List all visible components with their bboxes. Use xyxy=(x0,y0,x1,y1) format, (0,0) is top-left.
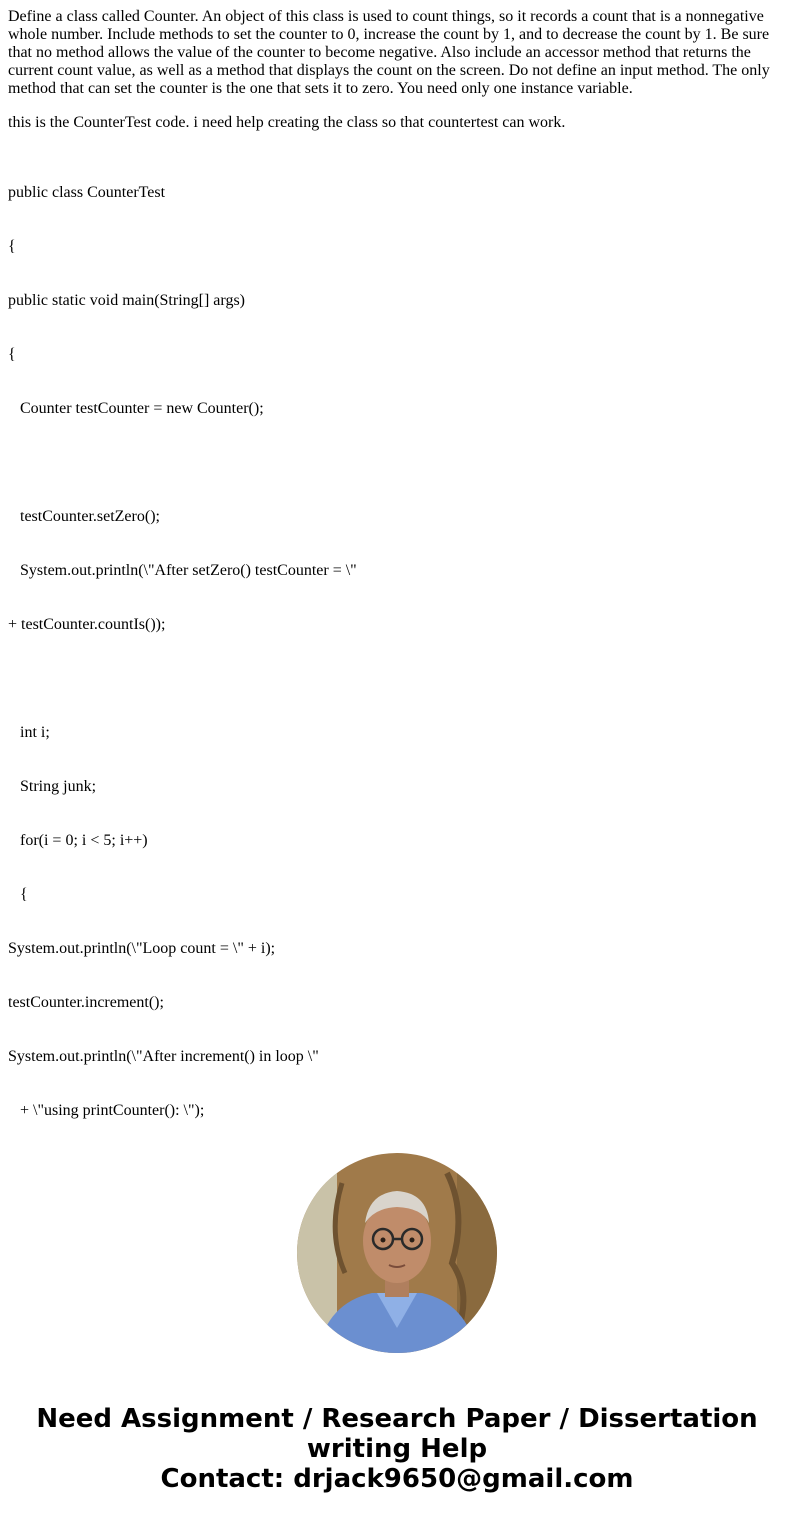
code-line: public static void main(String[] args) xyxy=(8,292,245,309)
page-content xyxy=(8,8,784,1122)
code-line: public class CounterTest xyxy=(8,184,166,201)
author-avatar xyxy=(297,1153,497,1353)
code-line: + \"using printCounter(): \"); xyxy=(8,1102,205,1119)
code-line: System.out.println(\"After setZero() testCounter = \" xyxy=(8,562,357,579)
code-line xyxy=(8,670,784,688)
code-line xyxy=(8,454,784,472)
code-line: testCounter.setZero(); xyxy=(8,508,160,525)
promo-contact: Contact: drjack9650@gmail.com xyxy=(160,1464,634,1494)
question-text: Define a class called Counter. An object of this class is used to count things, so it records a count that is a nonnegative whole number. Include methods to set the counter to 0, increase the count by 1, and to decrease the count by 1. Be sure that no method allows the value of the counter to become negative. Also include an accessor method that returns the current count value, as well as a method that displays the count on the screen. Do not define an input method. The only method that can set the counter is the one that sets it to zero. You need only one instance variable. xyxy=(8,8,770,97)
promo-line-2: writing Help xyxy=(306,1434,488,1464)
code-line: { xyxy=(8,238,16,255)
question-request: this is the CounterTest code. i need help creating the class so that countertest can work. xyxy=(8,114,566,131)
code-line: System.out.println(\"After increment() in loop \" xyxy=(8,1048,319,1065)
promo-line-1: Need Assignment / Research Paper / Dissertation xyxy=(36,1404,758,1434)
code-line: System.out.println(\"Loop count = \" + i); xyxy=(8,940,276,957)
code-line: testCounter.increment(); xyxy=(8,994,164,1011)
code-line: String junk; xyxy=(8,778,97,795)
promo-banner xyxy=(0,1404,794,1494)
code-line: { xyxy=(8,346,16,363)
code-line: int i; xyxy=(8,724,50,741)
code-line: { xyxy=(8,886,28,903)
code-line: Counter testCounter = new Counter(); xyxy=(8,400,264,417)
avatar-portrait-image xyxy=(297,1153,497,1353)
code-line: + testCounter.countIs()); xyxy=(8,616,166,633)
code-line: for(i = 0; i < 5; i++) xyxy=(8,832,148,849)
question-code-block xyxy=(8,148,784,1122)
